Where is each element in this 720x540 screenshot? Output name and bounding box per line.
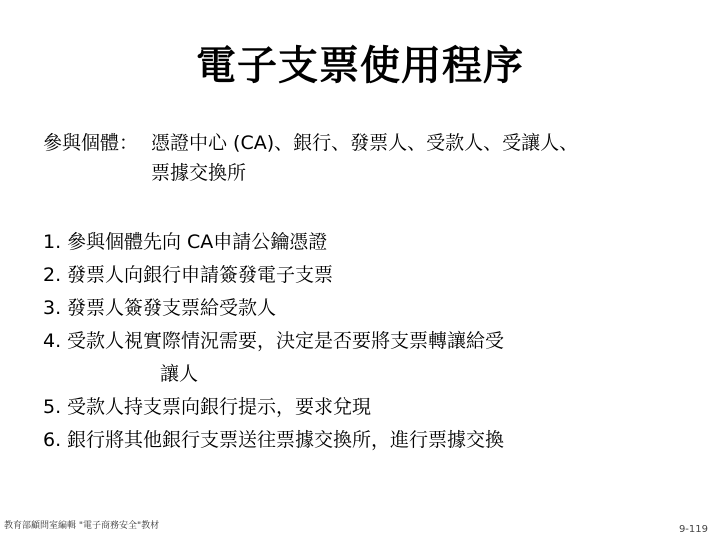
page-number: 9-119	[678, 524, 708, 535]
participants-row	[43, 128, 693, 158]
step-text: 受款人視實際情況需要，決定是否要將支票轉讓給受	[67, 330, 505, 352]
step-number: 5.	[43, 396, 62, 418]
participants-list-line1: 憑證中心 (CA)、銀行、發票人、受款人、受讓人、	[151, 132, 579, 154]
step-text: 銀行將其他銀行支票送往票據交換所，進行票據交換	[67, 429, 505, 451]
step-text: 參與個體先向 CA申請公鑰憑證	[67, 231, 328, 253]
footer-source: 教育部顧問室編輯 "電子商務安全"教材	[4, 521, 160, 531]
step-item-1	[43, 226, 693, 259]
step-number: 6.	[43, 429, 62, 451]
slide-title: 電子支票使用程序	[196, 43, 524, 89]
participants-list-line2: 票據交換所	[151, 162, 247, 184]
step-number: 3.	[43, 297, 62, 319]
step-text-continuation: 讓人	[160, 363, 199, 385]
step-text: 發票人簽發支票給受款人	[67, 297, 277, 319]
step-number: 4.	[43, 330, 62, 352]
participants-section	[43, 128, 693, 188]
step-text: 受款人持支票向銀行提示，要求兌現	[67, 396, 372, 418]
step-item-6	[43, 424, 693, 457]
step-item-3	[43, 292, 693, 325]
participants-label: 參與個體：	[43, 132, 139, 154]
steps-list	[43, 226, 693, 457]
step-item-5	[43, 391, 693, 424]
step-item-4-continuation	[43, 358, 693, 391]
step-item-4	[43, 325, 693, 358]
step-number: 1.	[43, 231, 62, 253]
step-text: 發票人向銀行申請簽發電子支票	[67, 264, 334, 286]
step-number: 2.	[43, 264, 62, 286]
step-item-2	[43, 259, 693, 292]
participants-row-continued	[43, 158, 693, 188]
